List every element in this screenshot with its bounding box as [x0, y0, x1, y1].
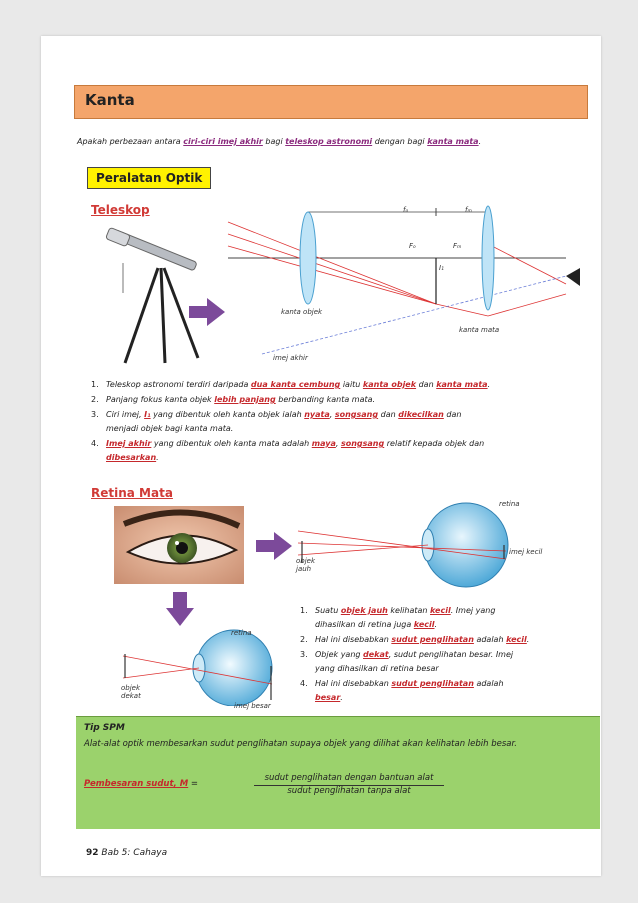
item-text: .: [156, 453, 159, 462]
item-text: dan: [378, 410, 399, 419]
item-keyword: songsang: [334, 410, 379, 419]
item-number: 4.: [300, 679, 308, 688]
item-keyword: kanta objek: [362, 380, 417, 389]
arrow-down-icon: [166, 592, 194, 626]
tip-text: Alat-alat optik membesarkan sudut penglihatan supaya objek yang dilihat akan kelihatan lebih besar.: [84, 739, 517, 749]
item-keyword: sudut penglihatan: [391, 635, 474, 644]
item-text: iaitu: [340, 380, 363, 389]
item-keyword: nyata: [304, 410, 330, 419]
item-text: .: [526, 635, 530, 644]
telescope-ray-diagram: [226, 204, 586, 369]
item-keyword: kanta mata: [436, 380, 488, 389]
item-keyword: I₁: [144, 410, 151, 419]
item-text: Panjang fokus kanta objek: [106, 395, 215, 404]
item-text: Ciri imej,: [106, 410, 145, 419]
topic-badge: Peralatan Optik: [87, 167, 211, 189]
q-text: .: [478, 137, 482, 146]
formula-fraction: [254, 773, 444, 796]
item-text: .: [487, 380, 491, 389]
item-text: Teleskop astronomi terdiri daripada: [106, 380, 251, 389]
near-object-label: objek dekat: [121, 684, 141, 700]
list-item: [300, 635, 530, 644]
arrow-right-icon: [189, 298, 225, 326]
list-item: [91, 439, 485, 448]
q-keyword: ciri-ciri imej akhir: [183, 137, 263, 146]
item-text: dihasilkan di retina juga: [315, 620, 414, 629]
tip-title: Tip SPM: [84, 723, 125, 733]
formula-label: [84, 779, 198, 789]
list-item-continuation: yang dihasilkan di retina besar: [315, 664, 439, 673]
item-text: ,: [329, 410, 335, 419]
formula-equals: =: [188, 779, 198, 789]
item-text: ,: [335, 439, 341, 448]
formula-keyword: Pembesaran sudut, M: [84, 779, 189, 789]
item-keyword: kecil: [413, 620, 435, 629]
question-text: [77, 137, 597, 146]
list-item: [300, 679, 504, 688]
retina-heading: Retina Mata: [91, 486, 173, 500]
focal-point-objective-label: Fₒ: [409, 242, 416, 250]
telescope-illustration: [103, 223, 218, 368]
far-object-label: objek jauh: [296, 557, 316, 573]
list-item: [91, 395, 376, 404]
item-text: adalah: [473, 679, 504, 688]
item-number: 2.: [300, 635, 308, 644]
eye-photo: [114, 506, 244, 584]
big-image-label: imej besar: [234, 702, 271, 710]
list-item-continuation: menjadi objek bagi kanta mata.: [106, 424, 234, 433]
page-number: 92: [86, 848, 99, 858]
item-number: 3.: [300, 650, 308, 659]
list-item-continuation: [315, 620, 437, 629]
item-text: berbanding kanta mata.: [275, 395, 376, 404]
list-item: [300, 650, 514, 659]
item-keyword: Imej akhir: [106, 439, 152, 448]
section-title: Kanta: [85, 91, 135, 109]
arrow-right-icon: [256, 532, 292, 560]
list-item-continuation: [106, 453, 159, 462]
list-item: [91, 410, 462, 419]
item-text: kelihatan: [387, 606, 431, 615]
textbook-page: [41, 36, 601, 876]
retina-label: retina: [499, 500, 520, 508]
q-text: dengan bagi: [372, 137, 428, 146]
chapter-label: Bab 5: Cahaya: [101, 848, 168, 858]
fraction-numerator: sudut penglihatan dengan bantuan alat: [254, 773, 444, 786]
small-image-label: imej kecil: [509, 548, 543, 556]
item-keyword: songsang: [340, 439, 385, 448]
item-keyword: dekat: [363, 650, 389, 659]
list-item-continuation: [315, 693, 343, 702]
item-text: Hal ini disebabkan: [315, 679, 392, 688]
list-item: [91, 380, 491, 389]
item-number: 1.: [91, 380, 99, 389]
item-keyword: kecil: [430, 606, 451, 615]
item-text: yang dibentuk oleh kanta mata adalah: [151, 439, 312, 448]
item-number: 4.: [91, 439, 99, 448]
item-text: dan: [443, 410, 462, 419]
item-text: Suatu: [315, 606, 341, 615]
item-text: relatif kepada objek dan: [384, 439, 485, 448]
item-text: Hal ini disebabkan: [315, 635, 392, 644]
item-keyword: dua kanta cembung: [250, 380, 341, 389]
focal-point-eyepiece-label: Fₘ: [453, 242, 462, 250]
section-header: [74, 85, 588, 119]
item-keyword: dibesarkan: [106, 453, 157, 462]
eye-diagram-far-object: [296, 501, 534, 596]
item-text: .: [340, 693, 343, 702]
item-keyword: dikecilkan: [398, 410, 444, 419]
focal-length-eyepiece-label: fₘ: [465, 206, 472, 214]
item-keyword: objek jauh: [340, 606, 388, 615]
item-keyword: kecil: [506, 635, 527, 644]
item-keyword: sudut penglihatan: [391, 679, 474, 688]
q-text: bagi: [262, 137, 286, 146]
fraction-denominator: sudut penglihatan tanpa alat: [287, 786, 411, 796]
q-keyword: kanta mata: [427, 137, 479, 146]
item-text: yang dibentuk oleh kanta objek ialah: [150, 410, 305, 419]
item-keyword: lebih panjang: [214, 395, 276, 404]
focal-length-objective-label: fₒ: [403, 206, 409, 214]
retina-label: retina: [231, 629, 252, 637]
item-text: . Imej yang: [450, 606, 496, 615]
q-keyword: teleskop astronomi: [285, 137, 373, 146]
page-footer: [86, 848, 167, 858]
image-I1-label: I₁: [439, 264, 444, 272]
item-number: 2.: [91, 395, 99, 404]
item-text: .: [434, 620, 438, 629]
item-keyword: besar: [315, 693, 341, 702]
item-text: adalah: [473, 635, 507, 644]
telescope-heading: Teleskop: [91, 203, 150, 217]
item-text: , sudut penglihatan besar. Imej: [388, 650, 514, 659]
item-text: dan: [416, 380, 437, 389]
tip-spm-box: [76, 716, 600, 829]
item-text: Objek yang: [315, 650, 364, 659]
objective-lens-label: kanta objek: [281, 308, 323, 316]
item-keyword: maya: [311, 439, 336, 448]
item-number: 3.: [91, 410, 99, 419]
eyepiece-lens-label: kanta mata: [459, 326, 500, 334]
final-image-label: imej akhir: [273, 354, 308, 362]
list-item: [300, 606, 496, 615]
item-number: 1.: [300, 606, 308, 615]
q-text: Apakah perbezaan antara: [77, 137, 184, 146]
